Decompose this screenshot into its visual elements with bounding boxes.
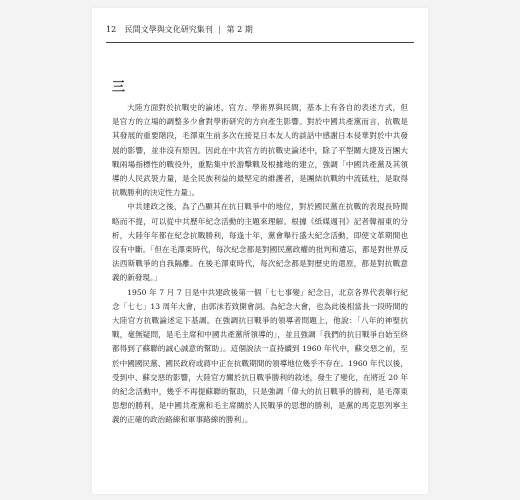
header-rule — [106, 42, 414, 43]
paragraph: 中共建政之後，為了凸顯其在抗日戰爭中的地位，對於國民黨在抗戰的表現長時間略而不提，可以從中共歷年紀念活動的主題來理解。根據《紙媒週刊》記者韓福東的分析，大陸年年都在紀念抗戰勝利，每逢十年，黨會舉行盛大紀念活動，即使文革期間也沒有中斷。「但在毛澤東時代，每次紀念都是對國民黨政權的批判和遺忘，都是對世界反法西斯戰爭的自我隔離。在後毛澤東時代，每次紀念都是對歷史的還原，都是對抗戰意義的新發現。」 — [112, 202, 408, 283]
running-header — [106, 24, 414, 36]
book-page — [92, 8, 428, 494]
paragraph: 1950 年 7 月 7 日是中共建政後第一個「七七事變」紀念日，北京各界代表舉行紀念「七七」13 周年大會，由郭沫若致開會詞。為紀念大會，也為此後相當長一段時間的大陸官方抗戰論述定下基調。在強調抗日戰爭的領導者問題上，他說：「八年的神聖抗戰，毫無疑問，是毛主席和中國共產黨所領導的」，並且強調「我們的抗日戰爭自始至終都得到了蘇聯的誠心誠意的幫助」。這個說法一直持續到 1960 年代中，蘇交惡之前，至於中國國民黨、國民政府或蔣中正在抗戰期間的領導地位幾乎不存在。1960 年代以後，受到中、蘇交惡的影響，大陸官方關於抗日戰爭勝利的敘述，發生了變化，在將近 20 年的紀念活動中，幾乎不再提蘇聯的幫助，只是強調「偉大的抗日戰爭的勝利，是毛澤東思想的勝利，是中國共產黨和毛主席關於人民戰爭的思想的勝利，是黨的馬克思列寧主義的正確的政治路線和軍事路線的勝利」。 — [112, 287, 408, 425]
section-heading: 三 — [112, 80, 126, 95]
journal-title: 民間文學與文化研究集刊 — [124, 25, 213, 34]
header-separator: | — [218, 25, 221, 34]
page-number: 12 — [106, 25, 117, 34]
paragraph: 大陸方面對於抗戰史的論述，官方、學術界與民間，基本上有各自的表述方式，但是官方的立場的調整多少會對學術研究的方向產生影響。對於中國共產黨而言，抗戰是其發展的重要階段，毛澤東生前多次在接見日本友人的談話中感謝日本侵華對於中共發展的影響，並非沒有原因。因此在中共官方的抗戰史論述中，除了平型關大捷及百團大戰兩場指標性的戰役外，重點集中於游擊戰及根據地的建立，強調「中國共產黨及其領導的人民武裝力量，是全民族利益的最堅定的維護者，是團結抗戰的中流砥柱，是取得抗戰勝利的決定性力量」。 — [112, 103, 408, 198]
body-text — [112, 101, 408, 428]
issue-label: 第 2 期 — [226, 25, 253, 34]
